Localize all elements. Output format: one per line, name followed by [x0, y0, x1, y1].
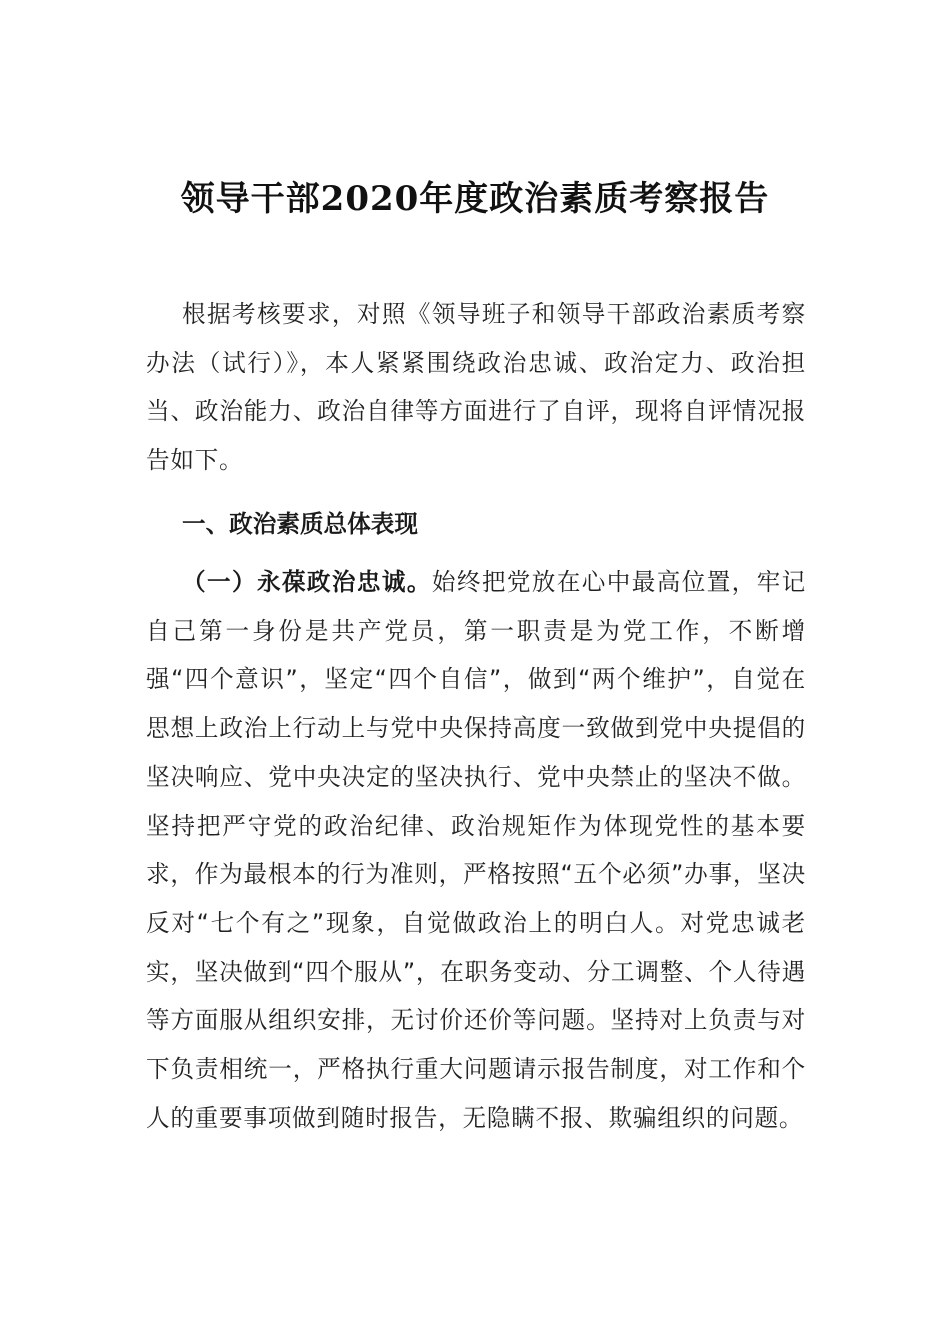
subsection-lead: （一）永葆政治忠诚。	[182, 568, 432, 596]
subsection-text: 始终把党放在心中最高位置，牢记自己第一身份是共产党员，第一职责是为党工作，不断增强“四个意识”，坚定“四个自信”，做到“两个维护”，自觉在思想上政治上行动上与党中央保持高度一致做到党中央提倡的坚决响应、党中央决定的坚决执行、党中央禁止的坚决不做。坚持把严守党的政治纪律、政治规矩作为体现党性的基本要求，作为最根本的行为准则，严格按照“五个必须”办事，坚决反对“七个有之”现象，自觉做政治上的明白人。对党忠诚老实，坚决做到“四个服从”，在职务变动、分工调整、个人待遇等方面服从组织安排，无讨价还价等问题。坚持对上负责与对下负责相统一，严格执行重大问题请示报告制度，对工作和个人的重要事项做到随时报告，无隐瞒不报、欺骗组织的问题。	[146, 568, 807, 1132]
intro-paragraph: 根据考核要求，对照《领导班子和领导干部政治素质考察办法（试行）》，本人紧紧围绕政治忠诚、政治定力、政治担当、政治能力、政治自律等方面进行了自评，现将自评情况报告如下。	[146, 300, 806, 475]
section-heading: 一、政治素质总体表现	[182, 510, 418, 538]
subsection-paragraph	[146, 558, 806, 1142]
document-title: 领导干部2020年度政治素质考察报告	[180, 178, 770, 219]
